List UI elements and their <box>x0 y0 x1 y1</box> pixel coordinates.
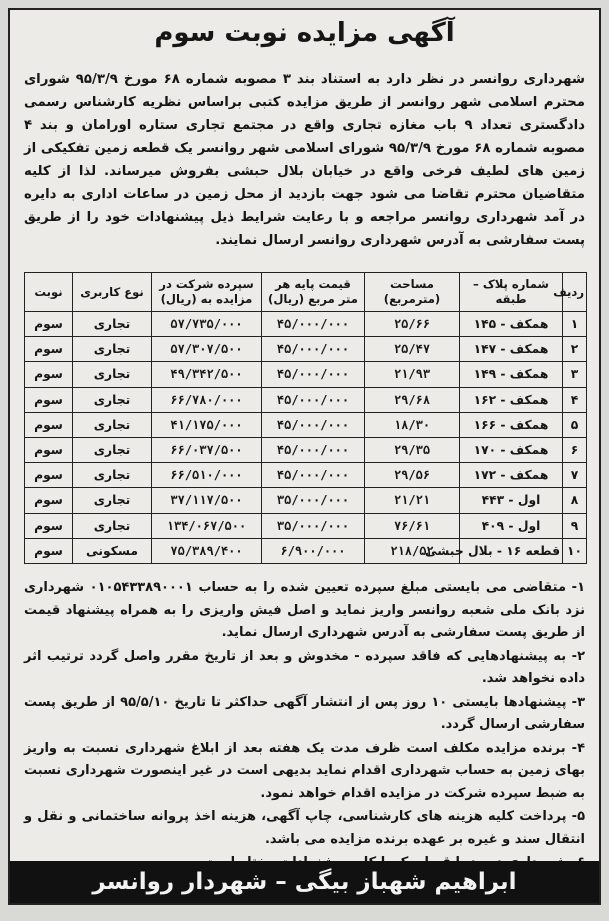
table-row <box>25 538 587 563</box>
header-turn: نوبت <box>25 273 73 312</box>
cell-turn: سوم <box>25 513 73 538</box>
cell-usage: تجاری <box>73 362 152 387</box>
cell-area: ۲۱/۹۳ <box>365 362 460 387</box>
cell-deposit: ۴۱/۱۷۵/۰۰۰ <box>152 412 262 437</box>
signature-footer: ابراهیم شهباز بیگی – شهردار روانسر <box>10 861 599 903</box>
table-row <box>25 387 587 412</box>
cell-plate: همکف - ۱۴۷ <box>460 337 563 362</box>
cell-deposit: ۵۷/۳۰۷/۵۰۰ <box>152 337 262 362</box>
cell-usage: تجاری <box>73 437 152 462</box>
cell-deposit: ۶۶/۷۸۰/۰۰۰ <box>152 387 262 412</box>
condition-item: ۵- پرداخت کلیه هزینه های کارشناسی، چاپ آگهی، هزینه اخذ پروانه ساختمانی و نقل و انتقال سند و غیره بر عهده برنده مزایده می باشد. <box>24 809 585 847</box>
conditions-list <box>24 577 585 876</box>
table-row <box>25 513 587 538</box>
cell-turn: سوم <box>25 312 73 337</box>
cell-usage: تجاری <box>73 412 152 437</box>
cell-row-number: ۵ <box>563 412 587 437</box>
table-row <box>25 312 587 337</box>
cell-plate: اول - ۴۴۳ <box>460 488 563 513</box>
cell-deposit: ۶۶/۵۱۰/۰۰۰ <box>152 463 262 488</box>
cell-deposit: ۷۵/۳۸۹/۴۰۰ <box>152 538 262 563</box>
cell-base-price: ۳۵/۰۰۰/۰۰۰ <box>262 488 365 513</box>
header-base-price: قیمت پایه هر متر مربع (ریال) <box>262 273 365 312</box>
cell-row-number: ۶ <box>563 437 587 462</box>
header-usage: نوع کاربری <box>73 273 152 312</box>
table-body <box>25 312 587 564</box>
cell-base-price: ۴۵/۰۰۰/۰۰۰ <box>262 412 365 437</box>
cell-area: ۷۶/۶۱ <box>365 513 460 538</box>
cell-base-price: ۴۵/۰۰۰/۰۰۰ <box>262 362 365 387</box>
condition-item: ۴- برنده مزایده مکلف است ظرف مدت یک هفته بعد از ابلاغ شهرداری نسبت به واریز بهای زمین به حساب شهرداری اقدام نماید بدیهی است در غیر اینصورت شهرداری نسبت به ضبط سپرده شرکت در مزایده اقدام خواهد نمود. <box>24 740 585 801</box>
table-row <box>25 463 587 488</box>
auction-table <box>24 272 587 564</box>
cell-deposit: ۱۳۴/۰۶۷/۵۰۰ <box>152 513 262 538</box>
cell-base-price: ۴۵/۰۰۰/۰۰۰ <box>262 437 365 462</box>
cell-plate: همکف - ۱۶۲ <box>460 387 563 412</box>
header-plate: شماره پلاک – طبقه <box>460 273 563 312</box>
condition-item: ۲- به پیشنهادهایی که فاقد سپرده - مخدوش و بعد از تاریخ مقرر واصل گردد ترتیب اثر داده نخواهد شد. <box>24 648 585 686</box>
cell-plate: قطعه ۱۶ - بلال حبشی <box>460 538 563 563</box>
cell-base-price: ۴۵/۰۰۰/۰۰۰ <box>262 312 365 337</box>
cell-plate: همکف - ۱۷۲ <box>460 463 563 488</box>
table-row <box>25 488 587 513</box>
cell-area: ۲۵/۴۷ <box>365 337 460 362</box>
cell-base-price: ۴۵/۰۰۰/۰۰۰ <box>262 463 365 488</box>
cell-area: ۲۹/۵۶ <box>365 463 460 488</box>
cell-row-number: ۳ <box>563 362 587 387</box>
cell-usage: تجاری <box>73 337 152 362</box>
cell-usage: مسکونی <box>73 538 152 563</box>
cell-plate: همکف - ۱۴۵ <box>460 312 563 337</box>
condition-item: ۳- پیشنهادها بایستی ۱۰ روز پس از انتشار آگهی حداکثر تا تاریخ ۹۵/۵/۱۰ از طریق پست سفارشی ارسال گردد. <box>24 694 586 732</box>
header-row-number: ردیف <box>563 273 587 312</box>
cell-turn: سوم <box>25 362 73 387</box>
cell-turn: سوم <box>25 538 73 563</box>
table-row <box>25 412 587 437</box>
cell-turn: سوم <box>25 337 73 362</box>
cell-base-price: ۶/۹۰۰/۰۰۰ <box>262 538 365 563</box>
cell-usage: تجاری <box>73 463 152 488</box>
notice-title: آگهی مزایده نوبت سوم <box>154 18 455 48</box>
header-deposit: سپرده شرکت در مزایده به (ریال) <box>152 273 262 312</box>
cell-plate: همکف - ۱۴۹ <box>460 362 563 387</box>
cell-deposit: ۴۹/۳۴۲/۵۰۰ <box>152 362 262 387</box>
cell-row-number: ۱۰ <box>563 538 587 563</box>
cell-usage: تجاری <box>73 387 152 412</box>
cell-usage: تجاری <box>73 513 152 538</box>
cell-row-number: ۷ <box>563 463 587 488</box>
cell-row-number: ۹ <box>563 513 587 538</box>
cell-area: ۲۹/۶۸ <box>365 387 460 412</box>
auction-notice <box>8 8 601 905</box>
condition-item: ۱- متقاضی می بایستی مبلغ سپرده تعیین شده را به حساب ۰۱۰۵۴۳۳۸۹۰۰۰۱ شهرداری نزد بانک ملی شعبه روانسر واریز نماید و اصل فیش واریزی را به همراه پیشنهاد قیمت از طریق پست سفارشی به آدرس شهرداری ارسال نماید. <box>24 580 585 640</box>
cell-base-price: ۴۵/۰۰۰/۰۰۰ <box>262 387 365 412</box>
cell-plate: اول - ۴۰۹ <box>460 513 563 538</box>
cell-deposit: ۵۷/۷۳۵/۰۰۰ <box>152 312 262 337</box>
cell-turn: سوم <box>25 387 73 412</box>
cell-usage: تجاری <box>73 488 152 513</box>
cell-plate: همکف - ۱۶۶ <box>460 412 563 437</box>
cell-turn: سوم <box>25 463 73 488</box>
cell-turn: سوم <box>25 437 73 462</box>
cell-row-number: ۴ <box>563 387 587 412</box>
cell-plate: همکف - ۱۷۰ <box>460 437 563 462</box>
cell-row-number: ۱ <box>563 312 587 337</box>
cell-deposit: ۳۷/۱۱۷/۵۰۰ <box>152 488 262 513</box>
cell-turn: سوم <box>25 488 73 513</box>
table-row <box>25 337 587 362</box>
cell-row-number: ۸ <box>563 488 587 513</box>
cell-area: ۲۱۸/۵۲ <box>365 538 460 563</box>
table-row <box>25 362 587 387</box>
cell-area: ۲۱/۲۱ <box>365 488 460 513</box>
table-row <box>25 437 587 462</box>
intro-paragraph: شهرداری روانسر در نظر دارد به استناد بند ۳ مصوبه شماره ۶۸ مورخ ۹۵/۳/۹ شورای محترم اسلامی شهر روانسر از طریق مزایده کتبی براساس نظریه کارشناس رسمی دادگستری تعداد ۹ باب مغازه تجاری واقع در مجتمع تجاری ستاره اورامان و بند ۴ مصوبه شماره ۶۸ مورخ ۹۵/۳/۹ شورای اسلامی شهر روانسر یک قطعه زمین تفکیکی از زمین های لطیف فرخی واقع در خیابان بلال حبشی بفروش میرساند. لذا از کلیه متقاضیان محترم تقاضا می شود جهت بازدید از محل زمین در ساعات اداری به دایره در آمد شهرداری روانسر مراجعه و با رعایت شرایط ذیل پیشنهادات خود را از طریق پست سفارشی به آدرس شهرداری روانسر ارسال نمایند. <box>24 72 585 248</box>
cell-base-price: ۴۵/۰۰۰/۰۰۰ <box>262 337 365 362</box>
cell-row-number: ۲ <box>563 337 587 362</box>
cell-usage: تجاری <box>73 312 152 337</box>
cell-base-price: ۳۵/۰۰۰/۰۰۰ <box>262 513 365 538</box>
cell-deposit: ۶۶/۰۳۷/۵۰۰ <box>152 437 262 462</box>
cell-area: ۲۵/۶۶ <box>365 312 460 337</box>
table-header-row <box>25 273 587 312</box>
cell-area: ۱۸/۳۰ <box>365 412 460 437</box>
cell-turn: سوم <box>25 412 73 437</box>
header-area: مساحت (مترمربع) <box>365 273 460 312</box>
cell-area: ۲۹/۳۵ <box>365 437 460 462</box>
